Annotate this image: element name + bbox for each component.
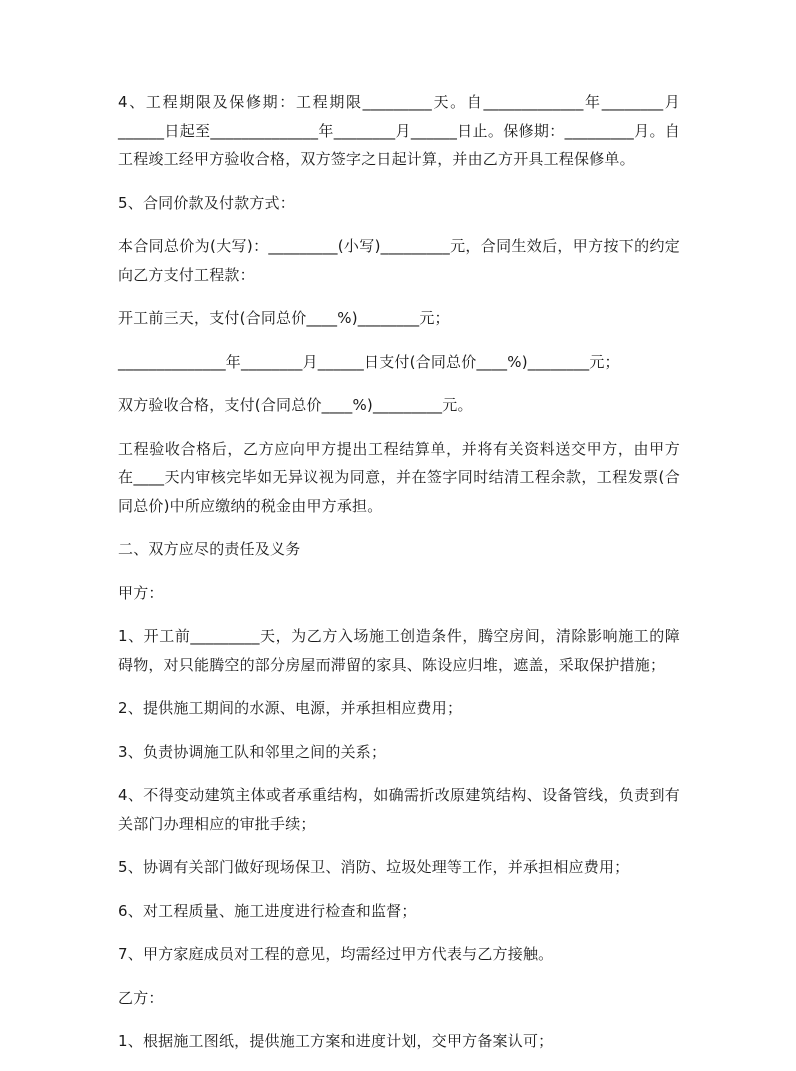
party-a-item-2: 2、提供施工期间的水源、电源，并承担相应费用； xyxy=(118,699,463,717)
clause-4-term-warranty: 4、工程期限及保修期：工程期限_________天。自_____________年________月______日起至______________年________月______日止。保修期：_________月。自工程竣工经甲方验收合格，双方签字之日起计算，并由乙方开具工程保修单。 xyxy=(118,93,680,168)
party-a-item-4: 4、不得变动建筑主体或者承重结构，如确需折改原建筑结构、设备管线，负责到有关部门办理相应的审批手续； xyxy=(118,786,680,833)
payment-before-start: 开工前三天，支付(合同总价____%)________元； xyxy=(118,309,450,327)
settlement-paragraph: 工程验收合格后，乙方应向甲方提出工程结算单，并将有关资料送交甲方，由甲方在____天内审核完毕如无异议视为同意，并在签字同时结清工程余款，工程发票(合同总价)中所应缴纳的税金由甲方承担。 xyxy=(118,439,680,515)
payment-on-acceptance: 双方验收合格，支付(合同总价____%)_________元。 xyxy=(118,396,473,414)
section-2-heading: 二、双方应尽的责任及义务 xyxy=(118,540,301,558)
clause-5-heading: 5、合同价款及付款方式： xyxy=(118,193,295,212)
document-page xyxy=(118,88,680,1071)
party-b-heading: 乙方： xyxy=(118,988,164,1007)
party-b-item-1: 1、根据施工图纸，提供施工方案和进度计划，交甲方备案认可； xyxy=(118,1032,554,1050)
party-a-item-3: 3、负责协调施工队和邻里之间的关系； xyxy=(118,742,387,761)
party-a-heading: 甲方： xyxy=(118,583,164,602)
party-a-item-5: 5、协调有关部门做好现场保卫、消防、垃圾处理等工作，并承担相应费用； xyxy=(118,858,630,876)
payment-dated: ______________年________月______日支付(合同总价____%)________元； xyxy=(118,352,620,371)
party-a-item-6: 6、对工程质量、施工进度进行检查和监督； xyxy=(118,901,417,920)
party-a-item-7: 7、甲方家庭成员对工程的意见，均需经过甲方代表与乙方接触。 xyxy=(118,945,554,963)
party-a-item-1: 1、开工前_________天，为乙方入场施工创造条件，腾空房间，清除影响施工的障碍物，对只能腾空的部分房屋而滞留的家具、陈设应归堆，遮盖，采取保护措施； xyxy=(118,627,680,674)
total-price-paragraph: 本合同总价为(大写)：_________(小写)_________元，合同生效后，甲方按下的约定向乙方支付工程款： xyxy=(118,237,680,284)
